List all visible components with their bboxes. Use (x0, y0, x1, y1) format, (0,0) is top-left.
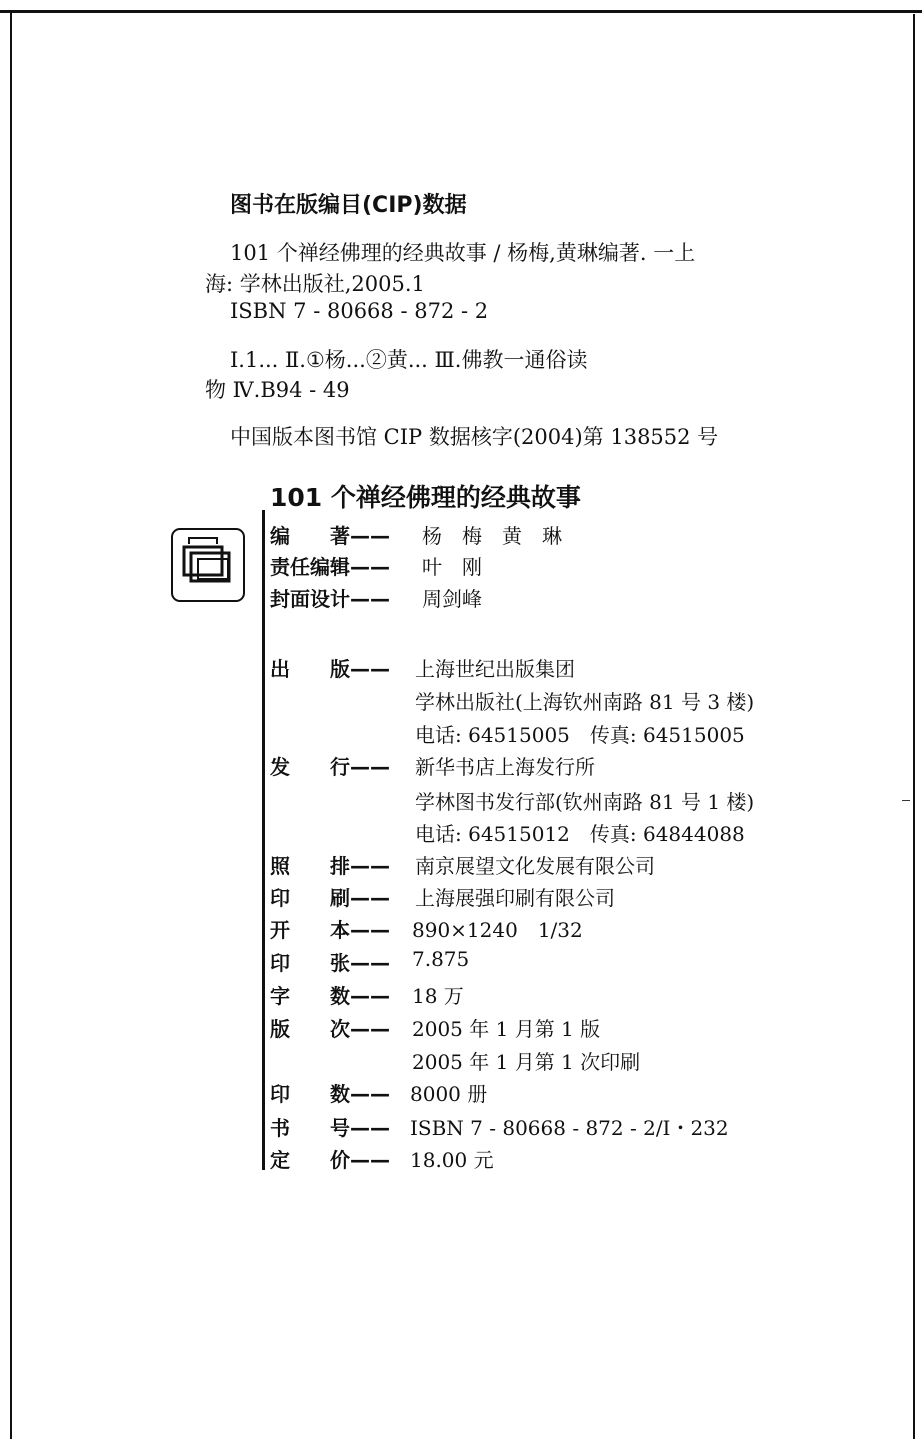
row-value: 2005 年 1 月第 1 版 (412, 1017, 601, 1041)
row-label: 书 号—— (270, 1116, 390, 1140)
page-right-border (913, 14, 915, 1439)
row-value: 上海展强印刷有限公司 (415, 886, 615, 910)
edition-print: 2005 年 1 月第 1 次印刷 (412, 1050, 641, 1074)
row-label: 印 刷—— (270, 886, 390, 910)
row-value: 新华书店上海发行所 (415, 755, 595, 779)
row-value: 上海世纪出版集团 (415, 657, 575, 681)
row-label: 版 次—— (270, 1017, 390, 1041)
cip-line-6: 中国版本图书馆 CIP 数据核字(2004)第 138552 号 (230, 425, 719, 449)
publisher-address: 学林出版社(上海钦州南路 81 号 3 楼) (415, 690, 755, 714)
book-title: 101 个禅经佛理的经典故事 (270, 483, 581, 512)
publisher-logo-icon (171, 528, 245, 602)
row-value: 18 万 (412, 984, 464, 1008)
page-left-border (10, 10, 12, 1439)
row-value: 南京展望文化发展有限公司 (415, 854, 655, 878)
row-value: ISBN 7 - 80668 - 872 - 2/I・232 (410, 1116, 729, 1140)
scan-mark (902, 800, 910, 801)
cip-line-3: ISBN 7 - 80668 - 872 - 2 (230, 299, 489, 323)
row-label: 编 著—— (270, 524, 390, 548)
row-value: 8000 册 (410, 1082, 488, 1106)
row-label: 印 数—— (270, 1082, 390, 1106)
publisher-phone: 电话: 64515005 传真: 64515005 (415, 723, 745, 747)
row-label: 封面设计—— (270, 587, 390, 611)
distributor-address: 学林图书发行部(钦州南路 81 号 1 楼) (415, 790, 755, 814)
cip-line-2: 海: 学林出版社,2005.1 (205, 272, 425, 296)
row-value: 7.875 (412, 947, 470, 971)
cip-heading: 图书在版编目(CIP)数据 (230, 193, 467, 218)
row-label: 发 行—— (270, 755, 390, 779)
row-value: 890×1240 1/32 (412, 918, 583, 942)
cip-line-1: 101 个禅经佛理的经典故事 / 杨梅,黄琳编著. 一上 (230, 241, 696, 265)
row-label: 定 价—— (270, 1148, 390, 1172)
row-label: 出 版—— (270, 657, 390, 681)
row-label: 照 排—— (270, 854, 390, 878)
row-label: 字 数—— (270, 984, 390, 1008)
cip-line-5: 物 Ⅳ.B94 - 49 (205, 378, 350, 402)
cip-line-4: Ⅰ.1... Ⅱ.①杨...②黄... Ⅲ.佛教一通俗读 (230, 348, 588, 372)
row-value: 杨 梅 黄 琳 (422, 524, 562, 548)
distributor-phone: 电话: 64515012 传真: 64844088 (415, 822, 745, 846)
row-value: 叶 刚 (422, 555, 482, 579)
row-label: 开 本—— (270, 918, 390, 942)
vertical-rule (262, 510, 265, 1170)
row-value: 18.00 元 (410, 1148, 494, 1172)
page-top-border (0, 10, 922, 13)
row-value: 周剑峰 (422, 587, 482, 611)
row-label: 责任编辑—— (270, 555, 390, 579)
row-label: 印 张—— (270, 951, 390, 975)
